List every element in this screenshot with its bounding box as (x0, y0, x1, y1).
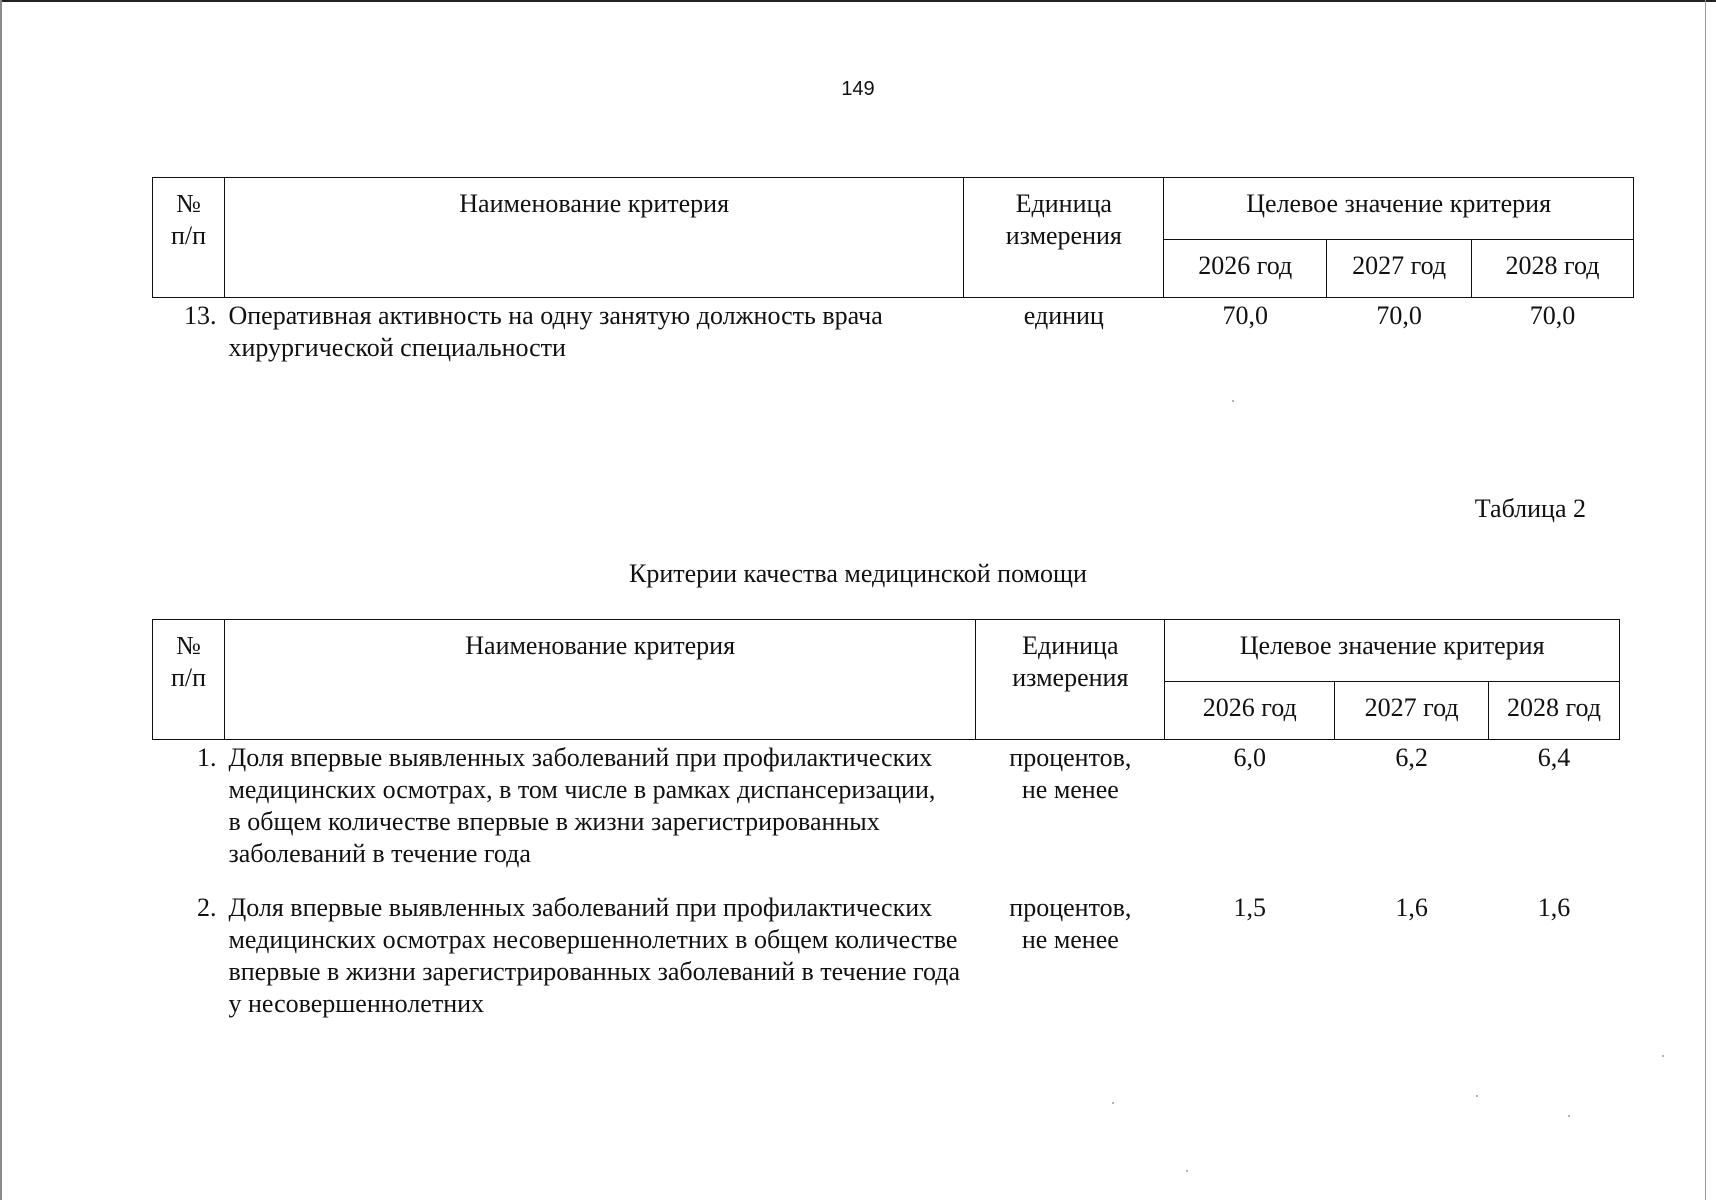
header-target-value: Целевое значение критерия (1164, 178, 1634, 240)
value-2028: 70,0 (1529, 301, 1576, 330)
header-year: 2028 год (1489, 682, 1620, 740)
criterion-name: Доля впервые выявленных заболеваний при профилактических медицинских осмотрах несовершеннолетних в общем количестве впервые в жизни зарегистрированных заболеваний в течение года у несовершеннолетних (228, 892, 961, 1018)
value-2026: 70,0 (1222, 301, 1268, 330)
header-criterion-name: Наименование критерия (224, 178, 963, 298)
scan-speck (1568, 1115, 1570, 1117)
value-2028: 1,6 (1537, 892, 1571, 922)
value-2027: 1,6 (1395, 892, 1428, 922)
header-number: № п/п (153, 178, 225, 298)
page-number: 149 (841, 78, 875, 100)
scan-speck (1112, 1102, 1114, 1104)
value-2026: 6,0 (1233, 743, 1266, 772)
criterion-unit: единиц (1023, 301, 1104, 330)
criteria-table-2 (152, 619, 1620, 1020)
header-target-value: Целевое значение критерия (1165, 620, 1620, 682)
header-year: 2027 год (1335, 682, 1489, 740)
row-number: 1. (196, 743, 217, 772)
value-2026: 1,5 (1233, 892, 1266, 922)
criterion-name: Доля впервые выявленных заболеваний при профилактических медицинских осмотрах, в том числе в рамках диспансеризации, в общем количестве впервые в жизни зарегистрированных заболеваний в течение года (228, 743, 936, 868)
header-unit: Единица измерения (976, 620, 1165, 740)
table-row (153, 740, 1620, 890)
scan-speck (1662, 1055, 1664, 1057)
table-title: Критерии качества медицинской помощи (629, 559, 1087, 588)
table-label: Таблица 2 (1474, 494, 1586, 523)
header-year: 2026 год (1164, 240, 1327, 298)
table-row (153, 890, 1620, 1020)
scan-edge-left (0, 0, 2, 1200)
header-year: 2027 год (1327, 240, 1472, 298)
scan-speck (1186, 1170, 1188, 1172)
header-unit: Единица измерения (964, 178, 1164, 298)
header-year: 2028 год (1472, 240, 1634, 298)
table-row (153, 298, 1634, 365)
header-number: № п/п (153, 620, 225, 740)
row-number: 2. (196, 892, 217, 922)
header-criterion-name: Наименование критерия (224, 620, 975, 740)
value-2027: 6,2 (1395, 743, 1428, 772)
scan-edge-top (0, 0, 1716, 2)
scan-edge-right (1705, 0, 1706, 1200)
header-year: 2026 год (1165, 682, 1335, 740)
scan-speck (1232, 400, 1234, 402)
value-2027: 70,0 (1376, 301, 1422, 330)
scan-speck (1476, 1095, 1478, 1097)
row-number: 13. (183, 301, 217, 330)
criterion-unit: процентов, не менее (1009, 892, 1132, 954)
criterion-unit: процентов, не менее (1009, 743, 1132, 804)
criterion-name: Оперативная активность на одну занятую должность врача хирургической специальности (228, 301, 883, 362)
criteria-table-1 (152, 177, 1634, 364)
value-2028: 6,4 (1537, 743, 1571, 772)
